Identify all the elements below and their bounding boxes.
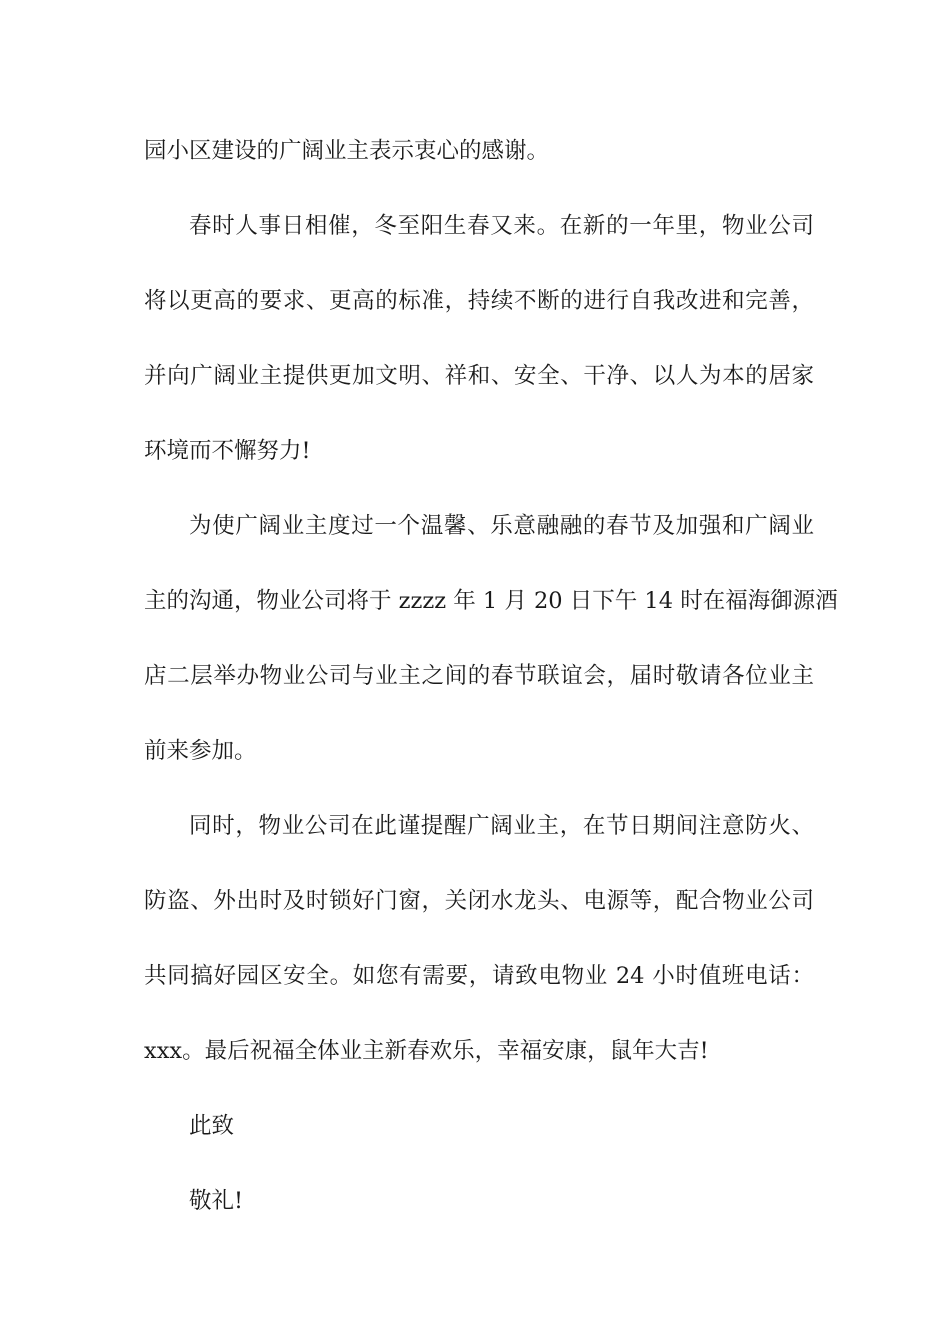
text-line-2: 春时人事日相催，冬至阳生春又来。在新的一年里，物业公司 [189, 213, 814, 239]
text-line-12: 共同搞好园区安全。如您有需要，请致电物业 24 小时值班电话： [144, 963, 814, 989]
text-line-5: 环境而不懈努力! [144, 438, 311, 464]
text-line-11: 防盗、外出时及时锁好门窗，关闭水龙头、电源等，配合物业公司 [144, 888, 814, 914]
closing-regards: 敬礼! [189, 1188, 244, 1214]
closing-salutation: 此致 [189, 1113, 235, 1139]
text-line-13: xxx。最后祝福全体业主新春欢乐，幸福安康，鼠年大吉! [144, 1038, 709, 1064]
text-line-1: 园小区建设的广阔业主表示衷心的感谢。 [144, 138, 550, 164]
text-line-8: 店二层举办物业公司与业主之间的春节联谊会，届时敬请各位业主 [144, 663, 814, 689]
text-line-6: 为使广阔业主度过一个温馨、乐意融融的春节及加强和广阔业 [189, 513, 814, 539]
text-line-10: 同时，物业公司在此谨提醒广阔业主，在节日期间注意防火、 [189, 813, 814, 839]
text-line-7: 主的沟通，物业公司将于 zzzz 年 1 月 20 日下午 14 时在福海御源酒 [144, 588, 838, 614]
text-line-4: 并向广阔业主提供更加文明、祥和、安全、干净、以人为本的居家 [144, 363, 814, 389]
text-line-3: 将以更高的要求、更高的标准，持续不断的进行自我改进和完善， [144, 288, 814, 314]
text-line-9: 前来参加。 [144, 738, 257, 764]
